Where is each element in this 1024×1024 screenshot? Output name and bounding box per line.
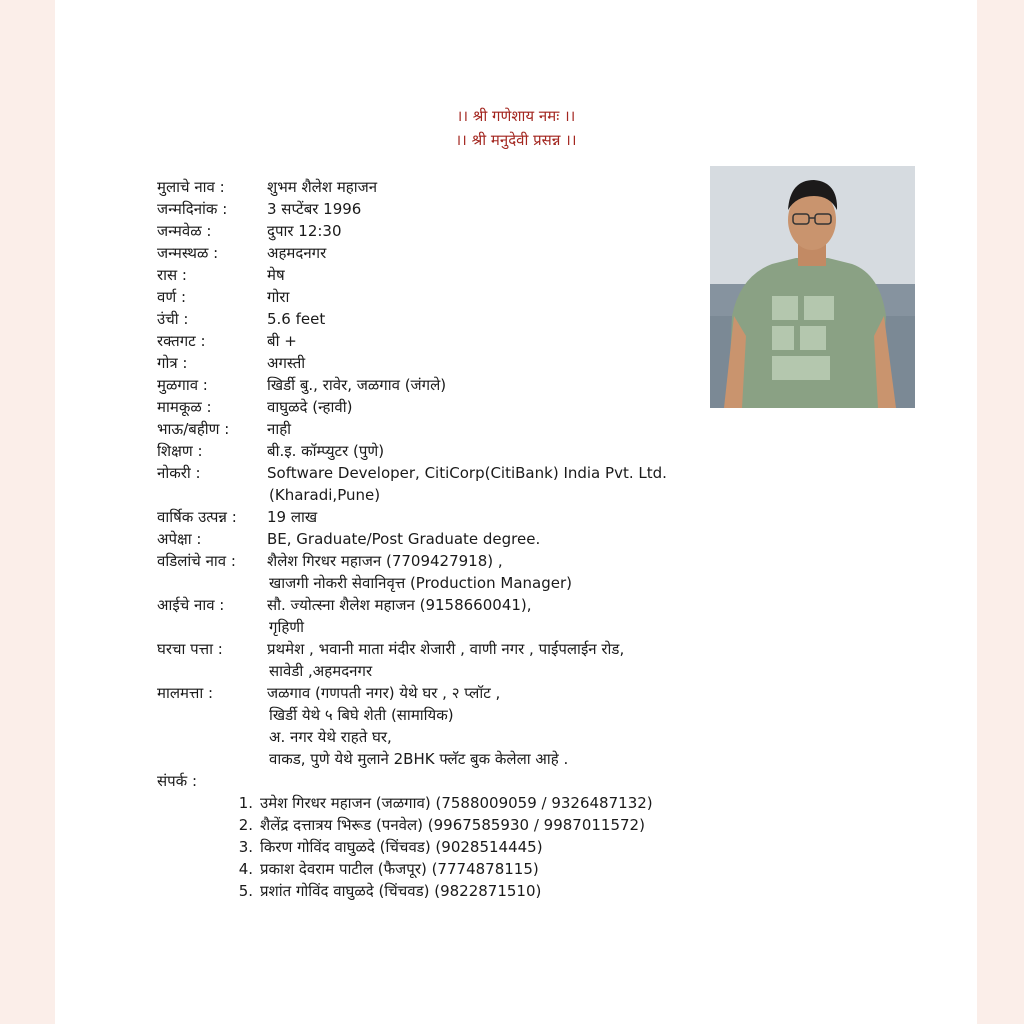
detail-row — [157, 528, 717, 550]
detail-label: रास : — [157, 266, 187, 284]
detail-label: वडिलांचे नाव : — [157, 552, 236, 570]
detail-row — [157, 286, 717, 308]
detail-value — [267, 352, 717, 374]
contact-text: प्रकाश देवराम पाटील (फैजपूर) (7774878115) — [260, 860, 539, 878]
detail-value — [267, 330, 717, 352]
detail-value-line: Software Developer, CitiCorp(CitiBank) India Pvt. Ltd. — [267, 464, 667, 482]
detail-value — [267, 220, 717, 242]
detail-value-line: गृहिणी — [269, 618, 305, 636]
contact-number: 2. — [238, 816, 253, 834]
detail-value — [267, 374, 717, 396]
detail-value-line: बी.इ. कॉम्प्युटर (पुणे) — [267, 442, 385, 460]
contact-text: प्रशांत गोविंद वाघुळदे (चिंचवड) (9822871510) — [260, 882, 542, 900]
detail-value-line: (Kharadi,Pune) — [269, 486, 381, 504]
detail-value — [267, 440, 717, 462]
detail-label: शिक्षण : — [157, 442, 203, 460]
detail-row — [157, 638, 717, 682]
detail-value-line: गोरा — [267, 288, 290, 306]
detail-value — [267, 308, 717, 330]
contacts-title: संपर्क : — [157, 772, 198, 790]
detail-label: जन्मवेळ : — [157, 222, 212, 240]
detail-value-line: शैलेश गिरधर महाजन (7709427918) , — [267, 552, 503, 570]
detail-value-line: जळगाव (गणपती नगर) येथे घर , २ प्लॉट , — [267, 684, 501, 702]
detail-value — [267, 264, 717, 286]
detail-label: घरचा पत्ता : — [157, 640, 223, 658]
contact-number: 4. — [238, 860, 253, 878]
detail-value-line: सौ. ज्योत्स्ना शैलेश महाजन (9158660041), — [267, 596, 532, 614]
contact-item — [157, 880, 717, 902]
detail-value-line: 5.6 feet — [267, 310, 326, 328]
detail-value-line: बी + — [267, 332, 297, 350]
detail-value-line: अहमदनगर — [267, 244, 327, 262]
invocation-header — [55, 104, 977, 152]
portrait-photo — [710, 166, 915, 408]
biodata-page — [55, 0, 977, 1024]
detail-row — [157, 440, 717, 462]
detail-row — [157, 176, 717, 198]
detail-value-line: वाकड, पुणे येथे मुलाने 2BHK फ्लॅट बुक केलेला आहे . — [269, 750, 569, 768]
detail-row — [157, 264, 717, 286]
detail-label: मुलाचे नाव : — [157, 178, 225, 196]
detail-value-line: दुपार 12:30 — [267, 222, 342, 240]
detail-value — [267, 550, 717, 594]
detail-label: मालमत्ता : — [157, 684, 214, 702]
detail-label: जन्मदिनांक : — [157, 200, 228, 218]
detail-value — [267, 528, 717, 550]
detail-value — [267, 462, 717, 506]
detail-label: वर्ण : — [157, 288, 187, 306]
detail-label: गोत्र : — [157, 354, 188, 372]
detail-label: रक्तगट : — [157, 332, 206, 350]
detail-row — [157, 352, 717, 374]
detail-label: भाऊ/बहीण : — [157, 420, 230, 438]
detail-value-line: खिर्डी बु., रावेर, जळगाव (जंगले) — [267, 376, 447, 394]
contact-item — [157, 792, 717, 814]
detail-label: मुळगाव : — [157, 376, 208, 394]
detail-value — [267, 506, 717, 528]
detail-row — [157, 242, 717, 264]
detail-value — [267, 198, 717, 220]
contact-text: शैलेंद्र दत्तात्रय भिरूड (पनवेल) (9967585930 / 9987011572) — [260, 816, 645, 834]
contact-number: 3. — [238, 838, 253, 856]
detail-value-line: वाघुळदे (न्हावी) — [267, 398, 353, 416]
detail-label: अपेक्षा : — [157, 530, 202, 548]
biodata-details — [157, 176, 717, 902]
contact-item — [157, 836, 717, 858]
contacts-list — [157, 792, 717, 902]
detail-row — [157, 198, 717, 220]
detail-row — [157, 506, 717, 528]
detail-label: मामकूळ : — [157, 398, 212, 416]
detail-row — [157, 550, 717, 594]
contact-item — [157, 858, 717, 880]
detail-value-line: खिर्डी येथे ५ बिघे शेती (सामायिक) — [269, 706, 454, 724]
detail-value-line: मेष — [267, 266, 285, 284]
detail-value-line: अ. नगर येथे राहते घर, — [269, 728, 392, 746]
invocation-line-1: ।। श्री गणेशाय नमः ।। — [456, 107, 576, 125]
detail-value-line: खाजगी नोकरी सेवानिवृत्त (Production Manager) — [269, 574, 572, 592]
detail-value-line: सावेडी ,अहमदनगर — [269, 662, 373, 680]
detail-value — [267, 286, 717, 308]
detail-value — [267, 418, 717, 440]
detail-value — [267, 242, 717, 264]
contact-text: उमेश गिरधर महाजन (जळगाव) (7588009059 / 9326487132) — [260, 794, 653, 812]
detail-label: नोकरी : — [157, 464, 201, 482]
detail-label: उंची : — [157, 310, 189, 328]
detail-value-line: नाही — [267, 420, 292, 438]
detail-row — [157, 418, 717, 440]
detail-value — [267, 396, 717, 418]
detail-row — [157, 396, 717, 418]
detail-label: जन्मस्थळ : — [157, 244, 219, 262]
detail-value-line: अगस्ती — [267, 354, 306, 372]
detail-value-line: 19 लाख — [267, 508, 318, 526]
contact-text: किरण गोविंद वाघुळदे (चिंचवड) (9028514445) — [260, 838, 543, 856]
detail-label: वार्षिक उत्पन्न : — [157, 508, 237, 526]
detail-value — [267, 638, 717, 682]
detail-label: आईचे नाव : — [157, 596, 225, 614]
detail-row — [157, 374, 717, 396]
detail-row — [157, 682, 717, 770]
contact-item — [157, 814, 717, 836]
detail-value — [267, 682, 717, 770]
detail-value — [267, 176, 717, 198]
detail-value-line: BE, Graduate/Post Graduate degree. — [267, 530, 541, 548]
detail-value-line: 3 सप्टेंबर 1996 — [267, 200, 362, 218]
detail-row — [157, 308, 717, 330]
invocation-line-2: ।। श्री मनुदेवी प्रसन्न ।। — [455, 131, 577, 149]
detail-value-line: शुभम शैलेश महाजन — [267, 178, 378, 196]
portrait-photo-icon — [710, 166, 915, 408]
detail-value-line: प्रथमेश , भवानी माता मंदीर शेजारी , वाणी नगर , पाईपलाईन रोड, — [267, 640, 625, 658]
detail-row — [157, 330, 717, 352]
contact-number: 5. — [238, 882, 253, 900]
contact-number: 1. — [238, 794, 253, 812]
detail-row — [157, 462, 717, 506]
detail-row — [157, 220, 717, 242]
detail-value — [267, 594, 717, 638]
detail-row — [157, 594, 717, 638]
